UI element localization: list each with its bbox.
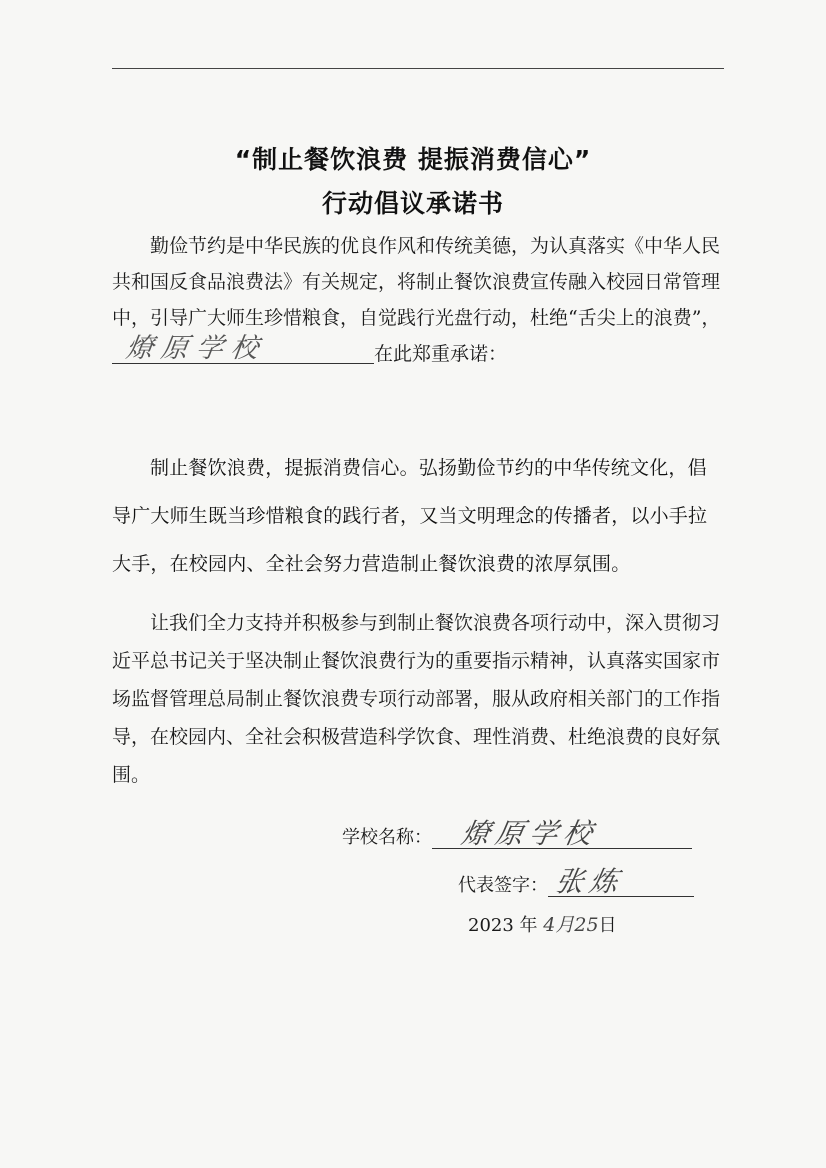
date-month-unit: 月 xyxy=(555,914,575,936)
representative-label: 代表签字： xyxy=(458,875,548,896)
paragraph-pledge: 制止餐饮浪费，提振消费信心。弘扬勤俭节约的中华传统文化，倡导广大师生既当珍惜粮食的践行者，又当文明理念的传播者，以小手拉大手，在校园内、全社会努力营造制止餐饮浪费的浓厚氛围。 xyxy=(112,457,708,575)
school-name-handwriting: 燎原学校 xyxy=(458,817,601,850)
paragraph-support: 让我们全力支持并积极参与到制止餐饮浪费各项行动中，深入贯彻习近平总书记关于坚决制止餐饮浪费行为的重要指示精神，认真落实国家市场监督管理总局制止餐饮浪费专项行动部署，服从政府相关部门的工作指导，在校园内、全社会积极营造科学饮食、理性消费、杜绝浪费的良好氛围。 xyxy=(112,612,721,786)
school-fill-blank xyxy=(112,333,374,364)
top-rule xyxy=(112,68,724,69)
school-name-row xyxy=(342,817,692,850)
representative-line xyxy=(548,865,694,898)
title-line-1: “制止餐饮浪费 提振消费信心” xyxy=(234,145,592,174)
date-row xyxy=(468,910,617,937)
school-name-line xyxy=(432,817,692,850)
date-month: 4 xyxy=(543,914,556,936)
paragraph-intro xyxy=(112,228,724,372)
date-day-unit: 日 xyxy=(598,915,617,936)
intro-text: 勤俭节约是中华民族的优良作风和传统美德，为认真落实《中华人民共和国反食品浪费法》有关规定，将制止餐饮浪费宣传融入校园日常管理中，引导广大师生珍惜粮食，自觉践行光盘行动，杜绝“舌尖上的浪费”， xyxy=(112,235,721,329)
representative-row xyxy=(458,865,694,898)
date-day: 25 xyxy=(574,914,599,936)
intro-text-end: 在此郑重承诺： xyxy=(374,343,508,365)
date-year-unit: 年 xyxy=(519,915,538,936)
title-line-2: 行动倡议承诺书 xyxy=(321,189,504,218)
handwritten-school-name: 燎原学校 xyxy=(123,333,269,364)
date-year: 2023 xyxy=(468,915,514,936)
school-name-label: 学校名称： xyxy=(342,827,432,848)
representative-signature: 张炼 xyxy=(552,865,627,898)
